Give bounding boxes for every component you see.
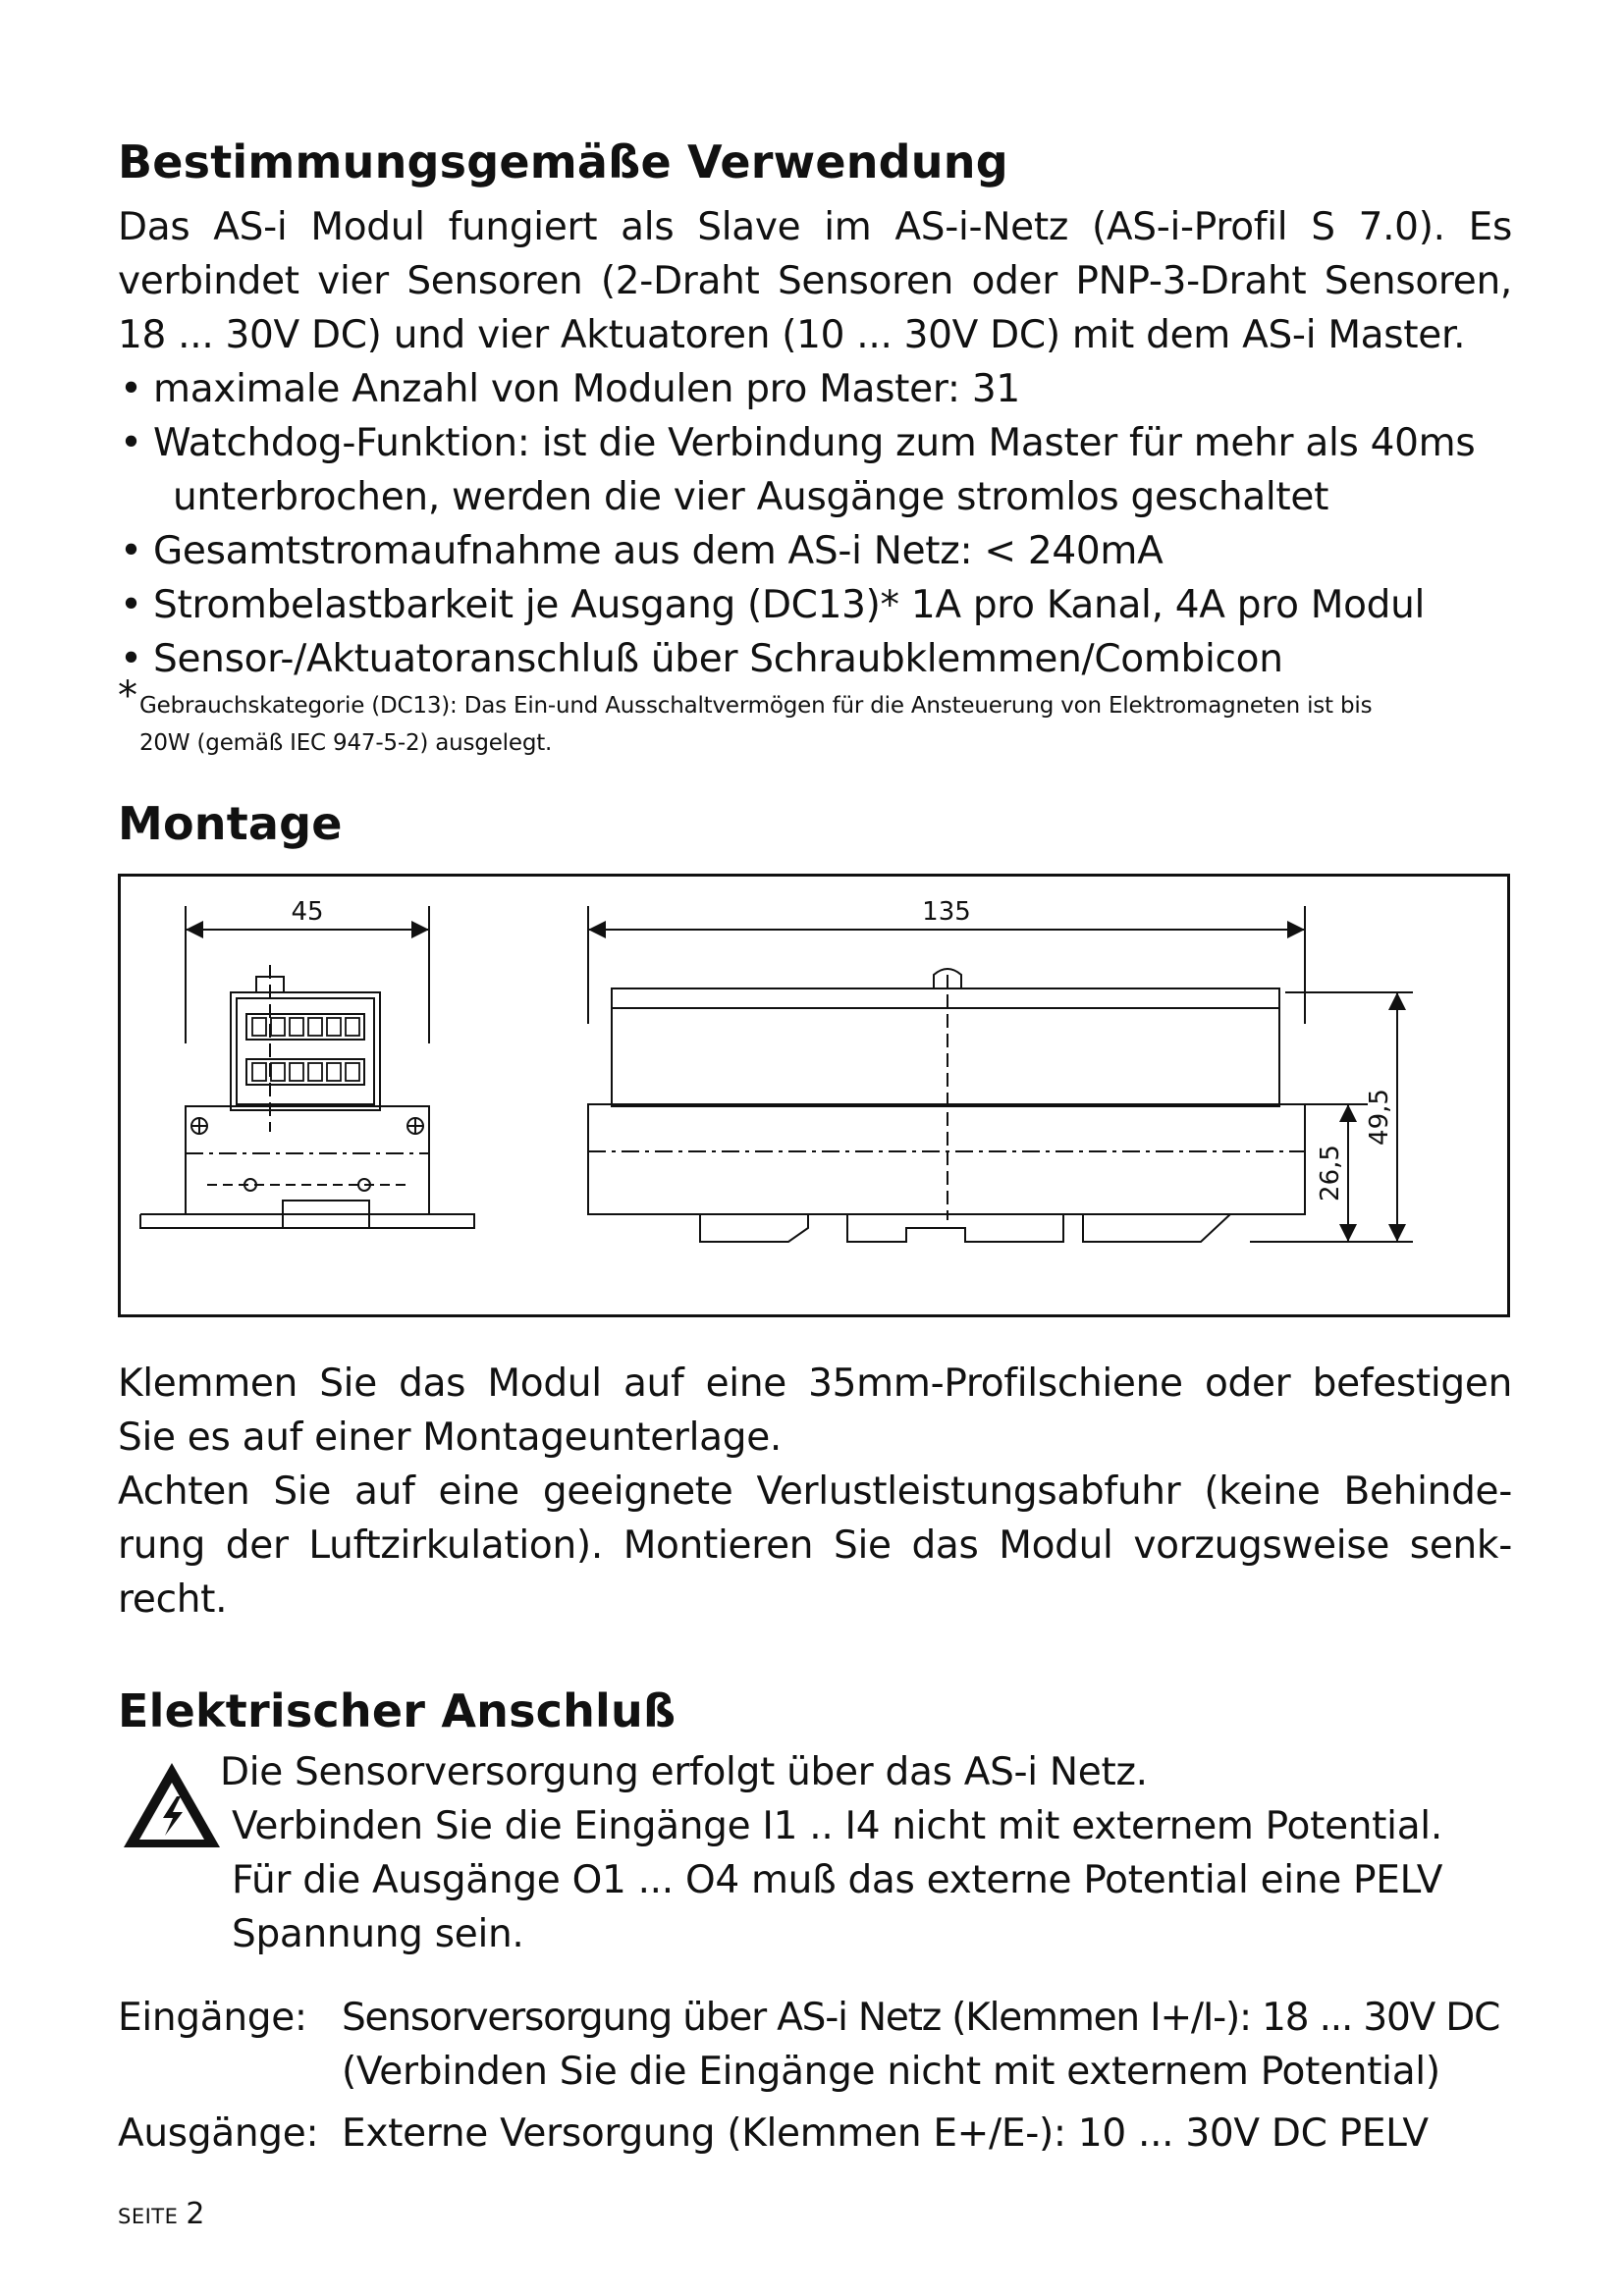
inputs-spec (118, 1991, 1499, 2045)
usage-intro (118, 200, 1512, 362)
inputs-label: Eingänge: (118, 1996, 307, 2040)
list-item: • Gesamtstromaufnahme aus dem AS-i Netz: < 240mA (118, 524, 1512, 578)
outputs-value: Externe Versorgung (Klemmen E+/E-): 10 ... 30V DC PELV (342, 2111, 1429, 2156)
list-item: • maximale Anzahl von Modulen pro Master: 31 (118, 362, 1512, 416)
warning-line: Verbinden Sie die Eingänge I1 .. I4 nicht mit externem Potential. (232, 1804, 1442, 1848)
dim-side-length: 135 (922, 897, 971, 927)
footnote (118, 673, 1512, 762)
outputs-label: Ausgänge: (118, 2111, 319, 2156)
warning-icon (118, 1757, 226, 1855)
page-number (118, 2197, 204, 2231)
list-item: • Watchdog-Funktion: ist die Verbindung zum Master für mehr als 40ms (118, 416, 1512, 470)
footnote-mark: * (118, 673, 137, 719)
footnote-line: Gebrauchskategorie (DC13): Das Ein-und Ausschaltvermögen für die Ansteuerung von Elektromagneten ist bis (139, 693, 1373, 719)
mounting-line: Sie es auf einer Montageunterlage. (118, 1415, 783, 1460)
list-item-continuation (118, 470, 1512, 524)
list-item-continuation-text: unterbrochen, werden die vier Ausgänge stromlos geschaltet (173, 475, 1329, 519)
outputs-spec (118, 2107, 1429, 2161)
warning-text (220, 1745, 1512, 1961)
page-label: SEITE (118, 2205, 179, 2228)
mounting-drawing (118, 874, 1510, 1317)
usage-intro-line: Das AS-i Modul fungiert als Slave im AS-i-Netz (AS-i-Profil S 7.0). Es (118, 205, 1512, 249)
list-item: • Sensor-/Aktuatoranschluß über Schraubklemmen/Combicon (118, 632, 1512, 686)
inputs-note: (Verbinden Sie die Eingänge nicht mit externem Potential) (342, 2050, 1440, 2094)
mounting-paragraph (118, 1357, 1512, 1627)
mounting-line: rung der Luftzirkulation). Montieren Sie das Modul vorzugsweise senk- (118, 1523, 1512, 1568)
electrical-heading: Elektrischer Anschluß (118, 1684, 677, 1737)
usage-intro-line: verbindet vier Sensoren (2-Draht Sensoren oder PNP-3-Draht Sensoren, (118, 259, 1512, 303)
dim-base-height: 26,5 (1316, 1145, 1345, 1201)
mounting-line: Klemmen Sie das Modul auf eine 35mm-Profilschiene oder befestigen (118, 1362, 1512, 1406)
list-item: • Strombelastbarkeit je Ausgang (DC13)* 1A pro Kanal, 4A pro Modul (118, 578, 1512, 632)
warning-line: Für die Ausgänge O1 ... O4 muß das externe Potential eine PELV (232, 1858, 1443, 1902)
inputs-value: Sensorversorgung über AS-i Netz (Klemmen I+/I-): 18 ... 30V DC (342, 1996, 1500, 2040)
usage-feature-list (118, 362, 1512, 686)
warning-line: Spannung sein. (232, 1912, 524, 1956)
front-view (140, 897, 474, 1228)
mounting-heading: Montage (118, 797, 343, 850)
warning-line: Die Sensorversorgung erfolgt über das AS-i Netz. (220, 1750, 1148, 1794)
side-view (588, 897, 1413, 1242)
usage-heading: Bestimmungsgemäße Verwendung (118, 135, 1008, 188)
dim-total-height: 49,5 (1365, 1089, 1394, 1146)
usage-intro-line: 18 ... 30V DC) und vier Aktuatoren (10 ... 30V DC) mit dem AS-i Master. (118, 313, 1466, 357)
dim-front-width: 45 (291, 897, 324, 927)
footnote-line: 20W (gemäß IEC 947-5-2) ausgelegt. (139, 730, 553, 756)
mounting-line: Achten Sie auf eine geeignete Verlustleistungsabfuhr (keine Behinde- (118, 1469, 1512, 1514)
mounting-line: recht. (118, 1577, 228, 1622)
page-number-value: 2 (186, 2197, 205, 2231)
